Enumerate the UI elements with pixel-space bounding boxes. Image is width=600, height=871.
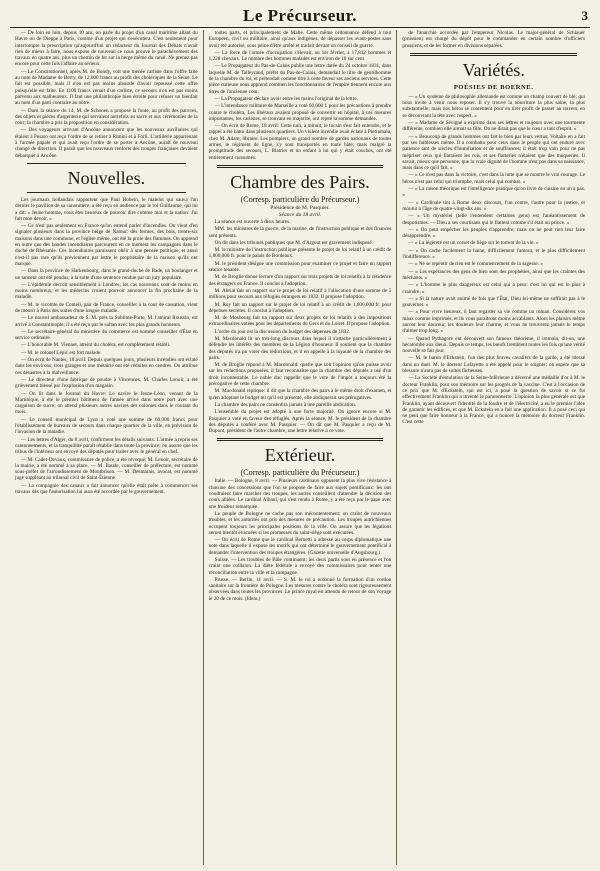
paragraph: — « On peut empêcher les peuples d'apprendre; mais on ne peut rien leur faire désapprendre. » — [402, 226, 586, 240]
section-title-varietes: Variétés. — [462, 59, 525, 80]
paragraph: MM. les ministres de la guerre, de la marine, de l'instruction publique et des finances sont présents. — [208, 226, 392, 239]
paragraph: — Des voyageurs arrivant d'Ancône annoncent que les nouveaux auxiliaires qui étaient à Pesaro ont reçu l'ordre de se retirer à Rimini et à Forli. L'artillerie appartenant à l'armée papale et qui avait reçu l'ordre de se porter à Ancône, aurait de nouveau changé de direction. Il paraît que les nouveaux renforts des troupes françaises devaient débarquer à Ancône. — [15, 127, 198, 159]
paragraph: — L'épidémie décroît sensiblement à Londres; les cas nouveaux sont de moins en moins nombreux, et les médecins croient pouvoir annoncer la fin prochaine de la maladie. — [15, 281, 198, 301]
divider — [410, 53, 577, 56]
paragraph: de l'anarchie accordée par l'empereur Nicolas. Le major-général de Schlauer (prussien) est chargé du dépôt pour le commander en certain nombre d'officiers prussiens, et de les former en divisions séparées. — [402, 30, 586, 49]
paragraph: — La Propagateur déclare avoir entre les mains l'original de la lettre. — [214, 95, 358, 102]
paragraph: — M. Cadet-Devaux, commissaire de police, a été révoqué; M. Lenoir, secrétaire de la mairie, a été nommé à sa place. — M. Baude, conseiller de préfecture, est nommé sous-préfet de l'arrondissement de Montbrison. — M. Desmarais, avocat, est nommé juge suppléant au tribunal civil de Saint-Étienne. — [15, 456, 198, 482]
paragraph: L'ensemble du projet est adopté à une forte majorité. On ignore encore si M. Pasquier a voté en faveur des réfugiés. Après la séance, M. le président de la chambre des députés a conféré avec M. Pasquier. — On dit que M. Pasquier a reçu de M. Dupont, président de l'autre chambre, une lettre relative à ce vote. — [208, 409, 392, 435]
paragraph: — L'honorable M. Viennet, atteint du choléra, est complètement rétabli. — [21, 342, 171, 349]
paragraph: Suisse. — Les troubles de Bâle continuent; les deux partis sont en présence et l'on craint une collision. La diète fédérale a envoyé des commissaires pour tenter une réconciliation entre la ville et la campagne. — [208, 557, 392, 576]
paragraph: On dit dans les tribunes publiques que M. d'Argout est gravement indisposé. — [214, 239, 373, 246]
paragraph: M. Abrial fait un rapport sur le projet de loi relatif à l'allocation d'une somme de 5 millions pour secours aux réfugiés étrangers en 1832. Il propose l'adoption. — [208, 287, 392, 301]
paragraph: — Les lettres d'Alger, du 8 avril, confirment les détails suivants: L'armée a repris ses cantonnements, et la tranquillité paraît rétablie dans toute la province; on assure que les tribus de l'intérieur ont envoyé des députés pour traiter avec le général en chef. — [15, 436, 198, 456]
section-subtitle: (Corresp. particulière du Précurseur.) — [240, 468, 360, 478]
paragraph: M. Macdonald lit un très-long discours dans lequel il s'attache particulièrement à défendre les intérêts des membres de la Légion d'honneur. Il soutient que la chambre des députés n'a pu voter des réductions, et il en appelle à la loyauté de la chambre des pairs. — [208, 335, 392, 361]
paragraph: La séance est ouverte à deux heures. — [214, 218, 291, 225]
paragraph: — Le directeur d'une fabrique de poudre à Vincennes, M. Charles Lenoir, a été grièvement blessé par l'explosion d'un magasin. — [15, 376, 198, 390]
paragraph: — Ce n'est pas seulement en France qu'on entend parler d'incendies. On vient d'en signaler plusieurs dans la province belge de Namur: des fermes, des bois, trente-six maisons dans une commune, et l'église même, ont été la proie des flammes. On apprend en outre que des bandes incendiaires parcourent en ce moment les campagnes dans le duché de Rhénanie. Ces incendiaires paraissent obéir à une pensée politique, et aussi n'est-il pas rare qu'ils préviennent par lettre le propriétaire de la maison qu'ils ont marqué. — [15, 223, 198, 267]
paragraph: — « Madame de Sévigné a exprimé dans ses lettres et toujours avec une tourmente différente, combien elle aimait sa fille. On ne dirait pas que le cœur a tant d'esprit. » — [402, 120, 586, 133]
paragraph: — La force de l'armée d'occupation s'élevait, au 1er février, à 17,812 hommes et 1,228 chevaux. Le nombre des hommes malades est environ de 10 sur cent. — [208, 49, 392, 63]
paragraph: M. de Mosbourg fait un rapport sur deux projets de loi relatifs à des impositions extraordinaires votées pour les départements du Gers et du Loiret. Il propose l'adoption. — [208, 315, 392, 328]
paragraph: Le peuple de Bologne ne cache pas son mécontentement; on craint de nouveaux troubles, et les autorités ont pris des mesures de précaution. Les troupes autrichiennes occupent toujours les principales positions de la ville. On assure que les légations seront bientôt évacuées si les promesses du saint-siège sont exécutées. — [208, 510, 392, 536]
paragraph: — L'intendance militaire de Marseille a voté 60,000 f. pour les précautions à prendre contre le choléra. Les libéraux avaient proposé de convertir en hôpital, à ces mesures importantes, les carlistes, se trouvant en majorité, ont rejeté la somme demandée. — [208, 103, 392, 122]
paragraph: — « Ce n'est pas dans la victoire, c'est dans la lutte que se montre le vrai courage. Le héros n'est pas celui qui triomphe, mais celui qui combat. » — [402, 172, 586, 185]
paragraph: — Dans la séance du 14, M. de Schonen a proposé la fonte, au profit des pauvres, des objets et pièces d'argenterie qui servaient autrefois au sacre et aux cérémonies de la cour; la chambre a pris la proposition en considération. — [15, 107, 198, 127]
session-date: Séance du 18 avril. — [278, 211, 322, 218]
paragraph: Prusse. — Berlin, 11 avril. — S. M. le roi a ordonné la formation d'un cordon sanitaire sur la frontière de Pologne. Les mesures contre le choléra sont rigoureusement observées dans toutes les provinces. Le prince royal est attendu de retour de son voyage le 20 de ce mois. (Idem.) — [208, 576, 392, 602]
paragraph: — Le nouvel ambassadeur de S. M. près la Sublime-Porte, M. l'amiral Roussin, est arrivé à Constantinople; il a été reçu par le sultan avec les plus grands honneurs. — [15, 315, 198, 328]
paragraph: M. de Broglie donne lecture d'un rapport sur trois projets de loi relatifs à la résidence des étrangers en France. Il conclut à l'adoption. — [208, 274, 392, 287]
paragraph: — On écrit de Rome que le cardinal Bernetti a adressé au corps diplomatique une note dans laquelle il expose les motifs qui ont déterminé le gouvernement pontifical à demander l'intervention des troupes étrangères. (Gazette universelle d'Augsbourg.) — [208, 537, 392, 556]
column-3-top-text — [402, 30, 585, 49]
paragraph: — « La légèreté est un corset de liège sur le torrent de la vie. » — [408, 240, 539, 247]
page-number: 3 — [581, 8, 588, 23]
column-1 — [10, 30, 203, 865]
paragraph: — « L'homme le plus dangereux est celui qui a peur; c'est lui qui est le plus à craindre. » — [402, 282, 586, 295]
paragraph: — La Société d'émulation de la Seine-Inférieure a décerné une médaille d'or à M. le docteur Franklin, pour son mémoire sur les progrès de la vaccine. C'est à l'occasion de ce prix que M. d'Eckstein, qui est ici, a posé la question de savoir si ce fut effectivement Franklin qui a inventé le paratonnerre. L'opinion la plus générale est que Franklin, ayant découvert l'identité de la foudre et de l'électricité, a eu le premier l'idée de garantir les édifices, et que M. Eckstein en a fait une application. Il a posé ceci qui ne peut que faire honneur à la France, qui a honoré la mémoire du docteur Franklin. C'est cette — [402, 375, 586, 426]
page-header — [10, 6, 590, 28]
news-items — [15, 197, 198, 495]
column-2 — [203, 30, 397, 865]
paragraph: — Le Propagateur du Pas-de-Calais publie une lettre datée du 24 octobre 1831, dans laquelle M. de Talleyrand, préfet du Pas-de-Calais, demandait le titre de gentilhomme de la chambre du roi, et prétendait comme titre à cette faveur ses anciens services. Cette pièce curieuse nous apprend combien les fonctionnaires de l'empire tiennent encore aux titres de l'ancienne cour. — [208, 63, 392, 95]
paragraph: Les journaux hollandais rapportent que Paul Hobein, le matelot qui sauva l'an dernier le pavillon de sa canonnière, a été reçu en audience par le roi Guillaume, qui lui a dit: « Jeune homme, vous êtes heureux de pouvoir dire comme moi et la nation: J'ai fait mon devoir. » — [15, 196, 198, 222]
paragraph: — « La raison théorique est l'intelligence pratique qu'on livre de cuisine en un à pas. » — [402, 186, 586, 199]
aphorisms — [402, 94, 585, 426]
paragraph: — Dans la province de Harkenbourg, dans le grand-duché de Bade, un boulanger et un tanneur ont été pendus, à la suite d'une sentence rendue par un jury populaire. — [15, 268, 198, 281]
paragraph: — Le secrétaire-général du ministère du commerce est nommé conseiller d'État en service ordinaire. — [15, 328, 198, 342]
divider — [217, 438, 384, 441]
paragraph: — « Pour vivre heureux, il faut regarder sa vie comme un roman. Considérez vos maux comme imprimés, et ils vous paraîtront moins accablants. Alors les plaisirs même auront leur douceur, les douleurs leur charme, et vous ne trouverez jamais le temps d'aimer trop long. » — [402, 309, 586, 335]
section-title-exterieur: Extérieur. — [264, 445, 336, 466]
masthead: Le Précurseur. — [242, 6, 357, 25]
paragraph: La chambre des pairs ne consentira jamais à une pareille abdication. — [214, 401, 356, 408]
paragraph: M. Roy fait un rapport sur le projet de loi relatif à un crédit de 1,800,000 fr. pour dépenses secrètes. Il conclut à l'adoption. — [208, 301, 392, 314]
paragraph: — Le Constitutionnel, après M. de Bondy, voit une menée carliste dans l'offre faite au nom de Madame de Berry, de 12,000 francs au profit des cholériques de la Seine. Le fait est possible, mais il n'en est pas moins absurde d'avoir repoussé cette offre puisqu'elle est faite. En 1100 francs venait d'un carliste, ce secours n'en est pas moins parvenu aux malheureux. Il faut une philanthropie bien étroite pour refuser un bienfait au nom d'un parti contraire au nôtre. — [15, 68, 198, 107]
chamber-report — [209, 219, 392, 435]
paragraph: — Le conseil municipal de Lyon a voté une somme de 60,000 francs pour l'établissement de bureaux de secours dans chaque quartier de la ville, en prévision de l'invasion de la maladie. — [15, 416, 198, 436]
paragraph: — « On cache facilement la haine, difficilement l'amour, et le plus difficilement l'indifférence. » — [402, 247, 586, 261]
section-title-nouvelles: Nouvelles. — [67, 167, 146, 188]
paragraph: — On écrit de Rome, 18 avril: Cette nuit, à minuit, le tocsin s'est fait entendre, et le rappel a été battu dans plusieurs quartiers. Un violent incendie avait éclaté à Pietramala, chez M. Adam, libraire. Les pompiers, un grand nombre de gardes nationaux de toutes armes, le régiment de ligne, s'y sont transportés en toute hâte; mais malgré la promptitude des secours, L. Blatrier et un enfant à lui qui y était couchés, ont été entièrement consumés. — [208, 123, 392, 161]
paragraph: toutes parts, et principalement de Malte. Cette même ordonnance défend à tout Européen, civil ou militaire, ainsi qu'aux indigènes, de dépasser les avant-postes sans avoir été autorisé, sous peine d'être arrêté et traduit devant un conseil de guerre. — [208, 30, 392, 49]
paragraph: — M. le colonel Lepic est fort malade. — [21, 349, 102, 356]
column-3 — [396, 30, 590, 865]
paragraph: — « Les espérances des gens de bien sont des prophéties, ainsi que les craintes des méchants. » — [402, 268, 586, 281]
paragraph: — « Si la nature avait animé de fois que l'État, Dieu lui-même ne suffirait pas à le gouverner. » — [402, 295, 586, 309]
paragraph: — La compagnie des canaux a fait annoncer qu'elle était prête à commencer ses travaux dès que l'autorisation lui aura été accordée par le gouvernement. — [15, 482, 198, 495]
paragraph: — On lit dans le Journal du Havre: Le navire le Jeune-Léon, venant de la Martinique, a été le premier bâtiment de l'année arrivé dans notre port avec une cargaison de sucre; on attend plusieurs autres navires des colonies dans le courant du mois. — [15, 390, 198, 416]
paragraph: L'ordre du jour est la discussion du budget des dépenses de 1832. — [214, 328, 351, 335]
paragraph: — De loin en loin, depuis 10 ans, on parle du projet d'un canal maritime allant du Havre ou de Dieppe à Paris, comme d'un projet qui s'exécutera. C'est seulement pour interrompre la prescription qu'aujourd'hui un rédacteur du Journal des Débats n'avait rien de mieux à faire, nous expose de nouveau ce nous prouve le parachèvement des travaux en quatre ans, plus un chemin de fer sur la berge même du canal. Ne prenez pas encore pour cette fois l'affaire au sérieux. — [15, 30, 198, 68]
paragraph: — « Un système de philosophie allemande est comme un champ couvert de blé; qui nous invite à venir nous reposer. Il s'y trouve la nourriture la plus saine, la plus substantielle; mais nos héros se contentent pour en tirer profit de passer au travers, en se découvrant la tête avec respect. » — [402, 93, 586, 119]
divider — [217, 165, 384, 168]
divider — [27, 192, 186, 193]
section-title-chambre: Chambre des Pairs. — [230, 171, 370, 192]
paragraph: — « Cardinale tint à Rome deux discours, l'un contre, l'autre pour la justice, et mourut à l'âge de quatre-vingt-dix ans. » — [402, 199, 586, 212]
paragraph: — « Un mystériel (telle l'entendent certaines gens) est l'anéantissement de despotismes. — Dieu a ses courtisans qui le flattent comme s'il était un prince. » — [402, 213, 586, 226]
presidency: Présidence de M. Pasquier. — [270, 204, 330, 211]
columns — [10, 30, 590, 865]
paragraph: M. le ministre de l'instruction publique présente le projet de loi relatif à un crédit de 1,800,000 fr. pour le palais de Bordeaux. — [208, 247, 392, 260]
paragraph: — « Beaucoup de grands hommes ont fait le bien par leurs vertus; Voltaire en a fait par ses faiblesses même. Il a combattu pour ceux dans le peuple qui ont enduré avec patience tant de siècles d'humiliation et de souffrances; il était trop vain pour ne pas mépriser ceux qui flattaient les rois, et ses flatteries n'étaient que des moqueries. Il savait, mieux que personne, que la vraie dignité de l'homme n'est pas dans sa naissance, mais dans ce qu'il fait. » — [402, 133, 586, 172]
paragraph: — On écrit de Nantes, 18 avril: Depuis quelques jours, plusieurs incendies ont éclaté dans les environs; trois granges et une métairie ont été réduites en cendres. On attribue ces désastres à la malveillance. — [15, 357, 198, 376]
foreign-news — [209, 478, 392, 602]
divider — [27, 163, 186, 164]
column-1-top-text — [15, 30, 198, 159]
paragraph: Italie. — Bologne, 8 avril. — Plusieurs cardinaux opposent la plus vive résistance à chacune des concessions que l'on se propose de faire aux sujets pontificaux: les uns voudraient faire marcher des troupes, les autres conseillent d'attendre la décision des cours alliées. Le cardinal Albani, qui s'est rendu à Rome, y a été reçu par le pape avec une froideur remarquée. — [208, 478, 392, 510]
paragraph: M. le président désigne une commission pour examiner ce projet et faire un rapport séance tenante. — [208, 260, 392, 274]
paragraph: — « Ne se repentir de rien est le commencement de la sagesse. » — [408, 261, 543, 268]
paragraph: M. Macdonald réplique: il dit que la chambre des pairs a le même droit d'examen, et qu'en adoptant le budget tel qu'il est présenté, elle abdiquerait ses prérogatives. — [208, 388, 392, 401]
column-2-top-text — [209, 30, 392, 161]
paragraph: — Quand Pythagore eut découvert son fameux théorème, il immola, dit-on, une hécatombe aux dieux. Depuis ce temps, les bœufs tremblent toutes les fois qu'une vérité nouvelle se fait jour. — [402, 335, 586, 355]
paragraph: — M. le vicomte de Conteil, pair de France, conseiller à la cour de cassation, vient de mourir à Paris des suites d'une longue maladie. — [15, 301, 198, 314]
section-subtitle: (Corresp. particulière du Précurseur.) — [240, 194, 360, 204]
poem-title: POÉSIES DE BOERNE. — [453, 83, 534, 91]
paragraph: — M. le baron d'Eckstein, l'un des plus braves cavaliers de la garde, a été blessé dans un duel. M. le docteur Lafayette a été appelé pour le soigner; on espère que sa blessure n'aura pas de suites fâcheuses. — [402, 355, 586, 375]
paragraph: M. de Broglie répond à M. Macdonald: quelle que soit l'opinion qu'on puisse avoir sur les réductions proposées, il faut reconnaître que la chambre des députés a usé d'un droit incontestable. Le noble duc rappelle que le vote de l'impôt a toujours été la prérogative de cette chambre. — [208, 362, 392, 388]
